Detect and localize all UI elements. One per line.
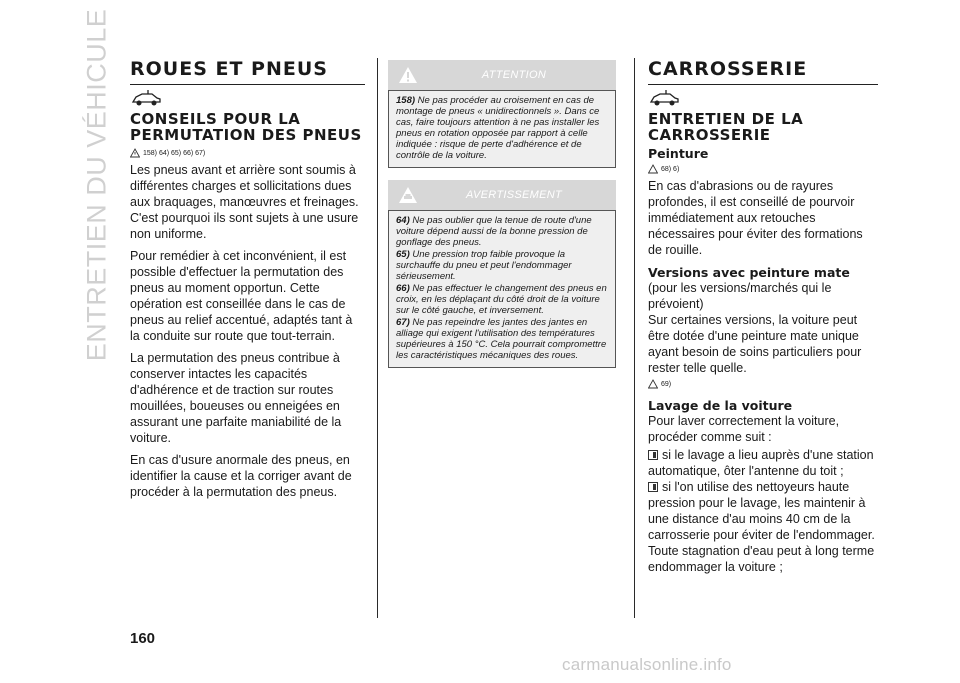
warning-triangle-icon [398, 66, 418, 84]
warning-title: AVERTISSEMENT [466, 189, 562, 201]
section-title-roues: ROUES ET PNEUS [130, 58, 365, 85]
reference-marks [648, 377, 878, 391]
section-sidebar [80, 8, 114, 362]
bullet-text: si le lavage a lieu auprès d'une station automatique, ôter l'antenne du toit ; [648, 448, 874, 478]
bullet-item [648, 447, 878, 479]
paragraph: Pour laver correctement la voiture, procéder comme suit : [648, 414, 840, 444]
car-icon [130, 89, 162, 107]
car-icon [648, 89, 680, 107]
warning-triangle-icon [130, 148, 140, 158]
sidebar-label: ENTRETIEN DU VÉHICULE [81, 8, 112, 362]
paragraph: En cas d'abrasions ou de rayures profondes, il est conseillé de pourvoir immédiatement aux retouches nécessaires pour éviter des formations de rouille. [648, 179, 863, 257]
section-title-carrosserie: CARROSSERIE [648, 58, 878, 85]
watermark: carmanualsonline.info [562, 655, 732, 674]
paragraph: Pour remédier à cet inconvénient, il est possible d'effectuer la permutation des pneus au moment opportun. Cette opération est conseillée dans le cas de pneus au relief accentué, adaptés tant à la conduite sur route que tout-terrain. [130, 249, 353, 343]
car-warning-icon [398, 186, 418, 204]
warning-banner [388, 180, 616, 210]
column-divider [634, 58, 635, 618]
note-text: Une pression trop faible provoque la surchauffe du pneu et peut l'endommager sérieusement. [396, 249, 572, 282]
note-text: Ne pas effectuer le changement des pneus en croix, en les déplaçant du côté droit de la voiture sur le côté gauche, et inversement. [396, 283, 607, 316]
warning-triangle-icon [648, 379, 658, 389]
note-number: 65) [396, 249, 410, 260]
reference-numbers: 68) 6) [661, 165, 680, 173]
paragraph: (pour les versions/marchés qui le prévoient) [648, 281, 832, 311]
reference-marks [648, 162, 878, 176]
paragraph: Sur certaines versions, la voiture peut être dotée d'une peinture mate unique ayant besoin de soins particuliers pour rester telle quelle. [648, 313, 862, 375]
bullet-item [648, 479, 878, 575]
page-number: 160 [130, 630, 156, 647]
note-number: 66) [396, 283, 410, 294]
column-roues-pneus [130, 58, 365, 506]
bullet-icon [648, 482, 658, 492]
note-text: Ne pas repeindre les jantes des jantes en alliage qui exigent l'utilisation des températures supérieures à 150 °C. Cela pourrait compromettre les caractéristiques mécaniques des roues. [396, 317, 607, 361]
paragraph: Les pneus avant et arrière sont soumis à différentes charges et sollicitations dues aux braquages, manœuvres et freinages. C'est pourquoi ils sont sujets à une usure non uniforme. [130, 163, 359, 241]
reference-numbers: 158) 64) 65) 66) 67) [143, 149, 206, 157]
attention-title: ATTENTION [481, 69, 547, 81]
warning-triangle-icon [648, 164, 658, 174]
paragraph: En cas d'usure anormale des pneus, en identifier la cause et la corriger avant de procéder à la permutation des pneus. [130, 453, 352, 499]
note-number: 158) [396, 95, 416, 106]
column-carrosserie [648, 58, 878, 575]
heading-peinture: Peinture [648, 146, 709, 161]
subtitle-entretien: ENTRETIEN DE LA CARROSSERIE [648, 110, 804, 144]
subtitle-permutation: CONSEILS POUR LA PERMUTATION DES PNEUS [130, 110, 362, 144]
attention-note [388, 90, 616, 168]
note-number: 64) [396, 215, 410, 226]
column-divider [377, 58, 378, 618]
note-number: 67) [396, 317, 410, 328]
note-text: Ne pas oublier que la tenue de route d'une voiture dépend aussi de la bonne pression de gonflage des pneus. [396, 215, 592, 248]
column-notes [388, 58, 616, 368]
attention-banner [388, 60, 616, 90]
reference-marks [130, 146, 365, 160]
warning-notes [388, 210, 616, 368]
bullet-text: si l'on utilise des nettoyeurs haute pression pour le lavage, les maintenir à une distance d'au moins 40 cm de la carrosserie pour éviter de l'endommager. Toute stagnation d'eau peut à long terme endommager la voiture ; [648, 480, 875, 574]
heading-peinture-mate: Versions avec peinture mate [648, 265, 850, 280]
heading-lavage: Lavage de la voiture [648, 398, 793, 413]
reference-numbers: 69) [661, 380, 672, 388]
note-text: Ne pas procéder au croisement en cas de montage de pneus « unidirectionnels ». Dans ce cas, faire toujours attention à ne pas installer les pneus en rotation opposée par rapport à celle indiquée : risque de perte d'adhérence et de contrôle de la voiture. [396, 95, 600, 161]
bullet-icon [648, 450, 658, 460]
paragraph: La permutation des pneus contribue à conserver intactes les capacités d'adhérence et de traction sur routes mouillées, boueuses ou enneigées en assurant une parfaite maniabilité de la voiture. [130, 351, 342, 445]
